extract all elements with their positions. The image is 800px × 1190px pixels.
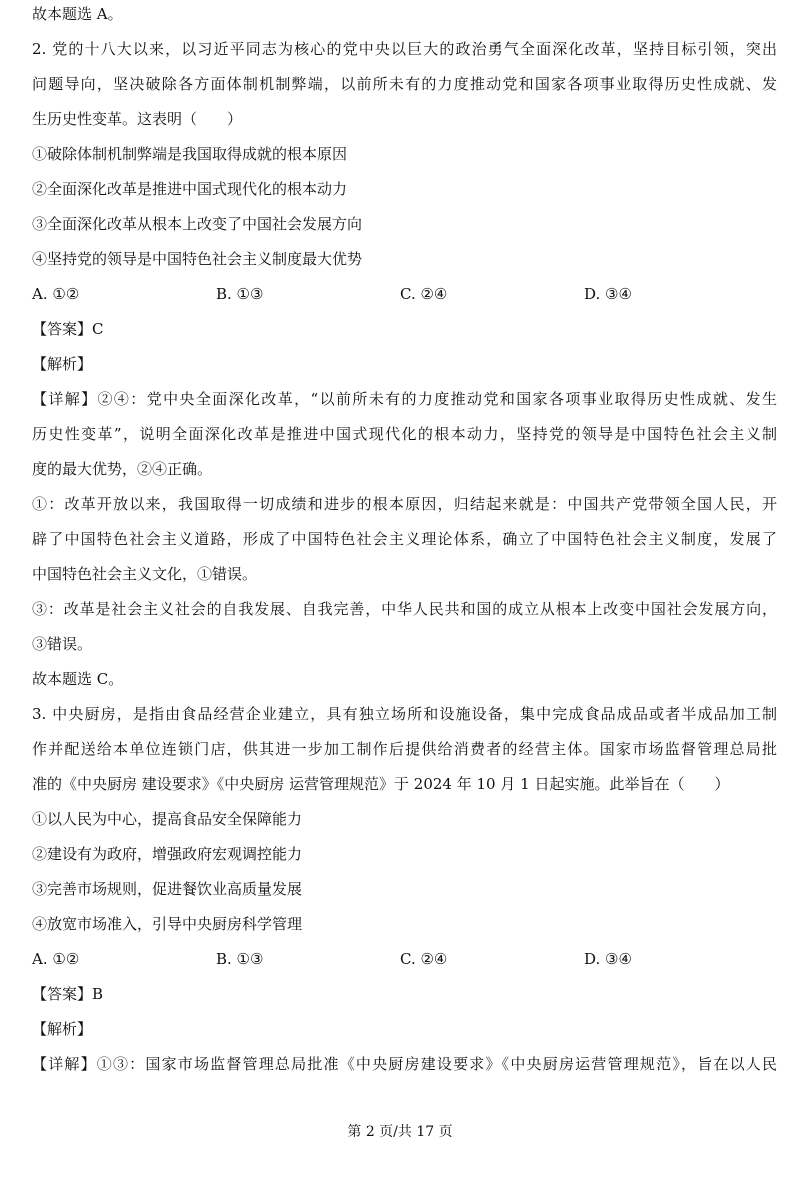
q2-options xyxy=(32,284,772,304)
q3-option-b: B. ①③ xyxy=(216,950,264,968)
q2-item: ④坚持党的领导是中国特色社会主义制度最大优势 xyxy=(32,250,363,268)
q2-conclusion: 故本题选 C。 xyxy=(32,670,124,688)
q2-option-d: D. ③④ xyxy=(584,285,632,303)
q2-detail-line: 历史性变革”，说明全面深化改革是推进中国式现代化的根本动力，坚持党的领导是中国特色社会主义制 xyxy=(32,425,777,443)
q3-stem-line: 作并配送给本单位连锁门店，供其进一步加工制作后提供给消费者的经营主体。国家市场监督管理总局批 xyxy=(32,740,777,758)
q3-option-a: A. ①② xyxy=(32,950,80,968)
q2-option-a: A. ①② xyxy=(32,285,80,303)
q3-option-d: D. ③④ xyxy=(584,950,632,968)
q2-answer: 【答案】C xyxy=(32,320,104,338)
q3-option-c: C. ②④ xyxy=(400,950,448,968)
q3-item: ①以人民为中心，提高食品安全保障能力 xyxy=(32,810,303,828)
q1-conclusion: 故本题选 A。 xyxy=(32,5,123,23)
q2-stem-line: 2. 党的十八大以来，以习近平同志为核心的党中央以巨大的政治勇气全面深化改革，坚持目标引领，突出 xyxy=(32,40,777,58)
q3-analysis-label: 【解析】 xyxy=(32,1020,93,1038)
q2-item: ①破除体制机制弊端是我国取得成就的根本原因 xyxy=(32,145,348,163)
page-footer: 第 2 页/共 17 页 xyxy=(347,1124,453,1140)
q3-item: ④放宽市场准入，引导中央厨房科学管理 xyxy=(32,915,303,933)
q2-stem-line: 生历史性变革。这表明（ ） xyxy=(32,110,243,128)
q2-detail-line: ③错误。 xyxy=(32,635,93,653)
q2-detail-line: 辟了中国特色社会主义道路，形成了中国特色社会主义理论体系，确立了中国特色社会主义制度，发展了 xyxy=(32,530,777,548)
q2-analysis-label: 【解析】 xyxy=(32,355,93,373)
q2-detail-line: 中国特色社会主义文化，①错误。 xyxy=(32,565,258,583)
q2-item: ③全面深化改革从根本上改变了中国社会发展方向 xyxy=(32,215,363,233)
q2-option-b: B. ①③ xyxy=(216,285,264,303)
q3-options xyxy=(32,949,772,969)
q2-detail-line: 度的最大优势，②④正确。 xyxy=(32,460,213,478)
q2-stem-line: 问题导向，坚决破除各方面体制机制弊端，以前所未有的力度推动党和国家各项事业取得历史性成就、发 xyxy=(32,75,777,93)
q3-stem-line: 准的《中央厨房 建设要求》《中央厨房 运营管理规范》于 2024 年 10 月 1 日起实施。此举旨在（ ） xyxy=(32,775,730,793)
q3-answer: 【答案】B xyxy=(32,985,104,1003)
q2-detail-line: ①：改革开放以来，我国取得一切成绩和进步的根本原因，归结起来就是：中国共产党带领全国人民，开 xyxy=(32,495,777,513)
q3-item: ②建设有为政府，增强政府宏观调控能力 xyxy=(32,845,303,863)
q2-detail-line: 【详解】②④：党中央全面深化改革，“以前所未有的力度推动党和国家各项事业取得历史性成就、发生 xyxy=(32,390,777,408)
q3-detail-line: 【详解】①③：国家市场监督管理总局批准《中央厨房建设要求》《中央厨房运营管理规范》，旨在以人民 xyxy=(32,1055,777,1073)
q2-item: ②全面深化改革是推进中国式现代化的根本动力 xyxy=(32,180,348,198)
q2-detail-line: ③：改革是社会主义社会的自我发展、自我完善，中华人民共和国的成立从根本上改变中国社会发展方向， xyxy=(32,600,777,618)
q3-item: ③完善市场规则，促进餐饮业高质量发展 xyxy=(32,880,303,898)
q2-option-c: C. ②④ xyxy=(400,285,448,303)
q3-stem-line: 3. 中央厨房，是指由食品经营企业建立，具有独立场所和设施设备，集中完成食品成品或者半成品加工制 xyxy=(32,705,777,723)
